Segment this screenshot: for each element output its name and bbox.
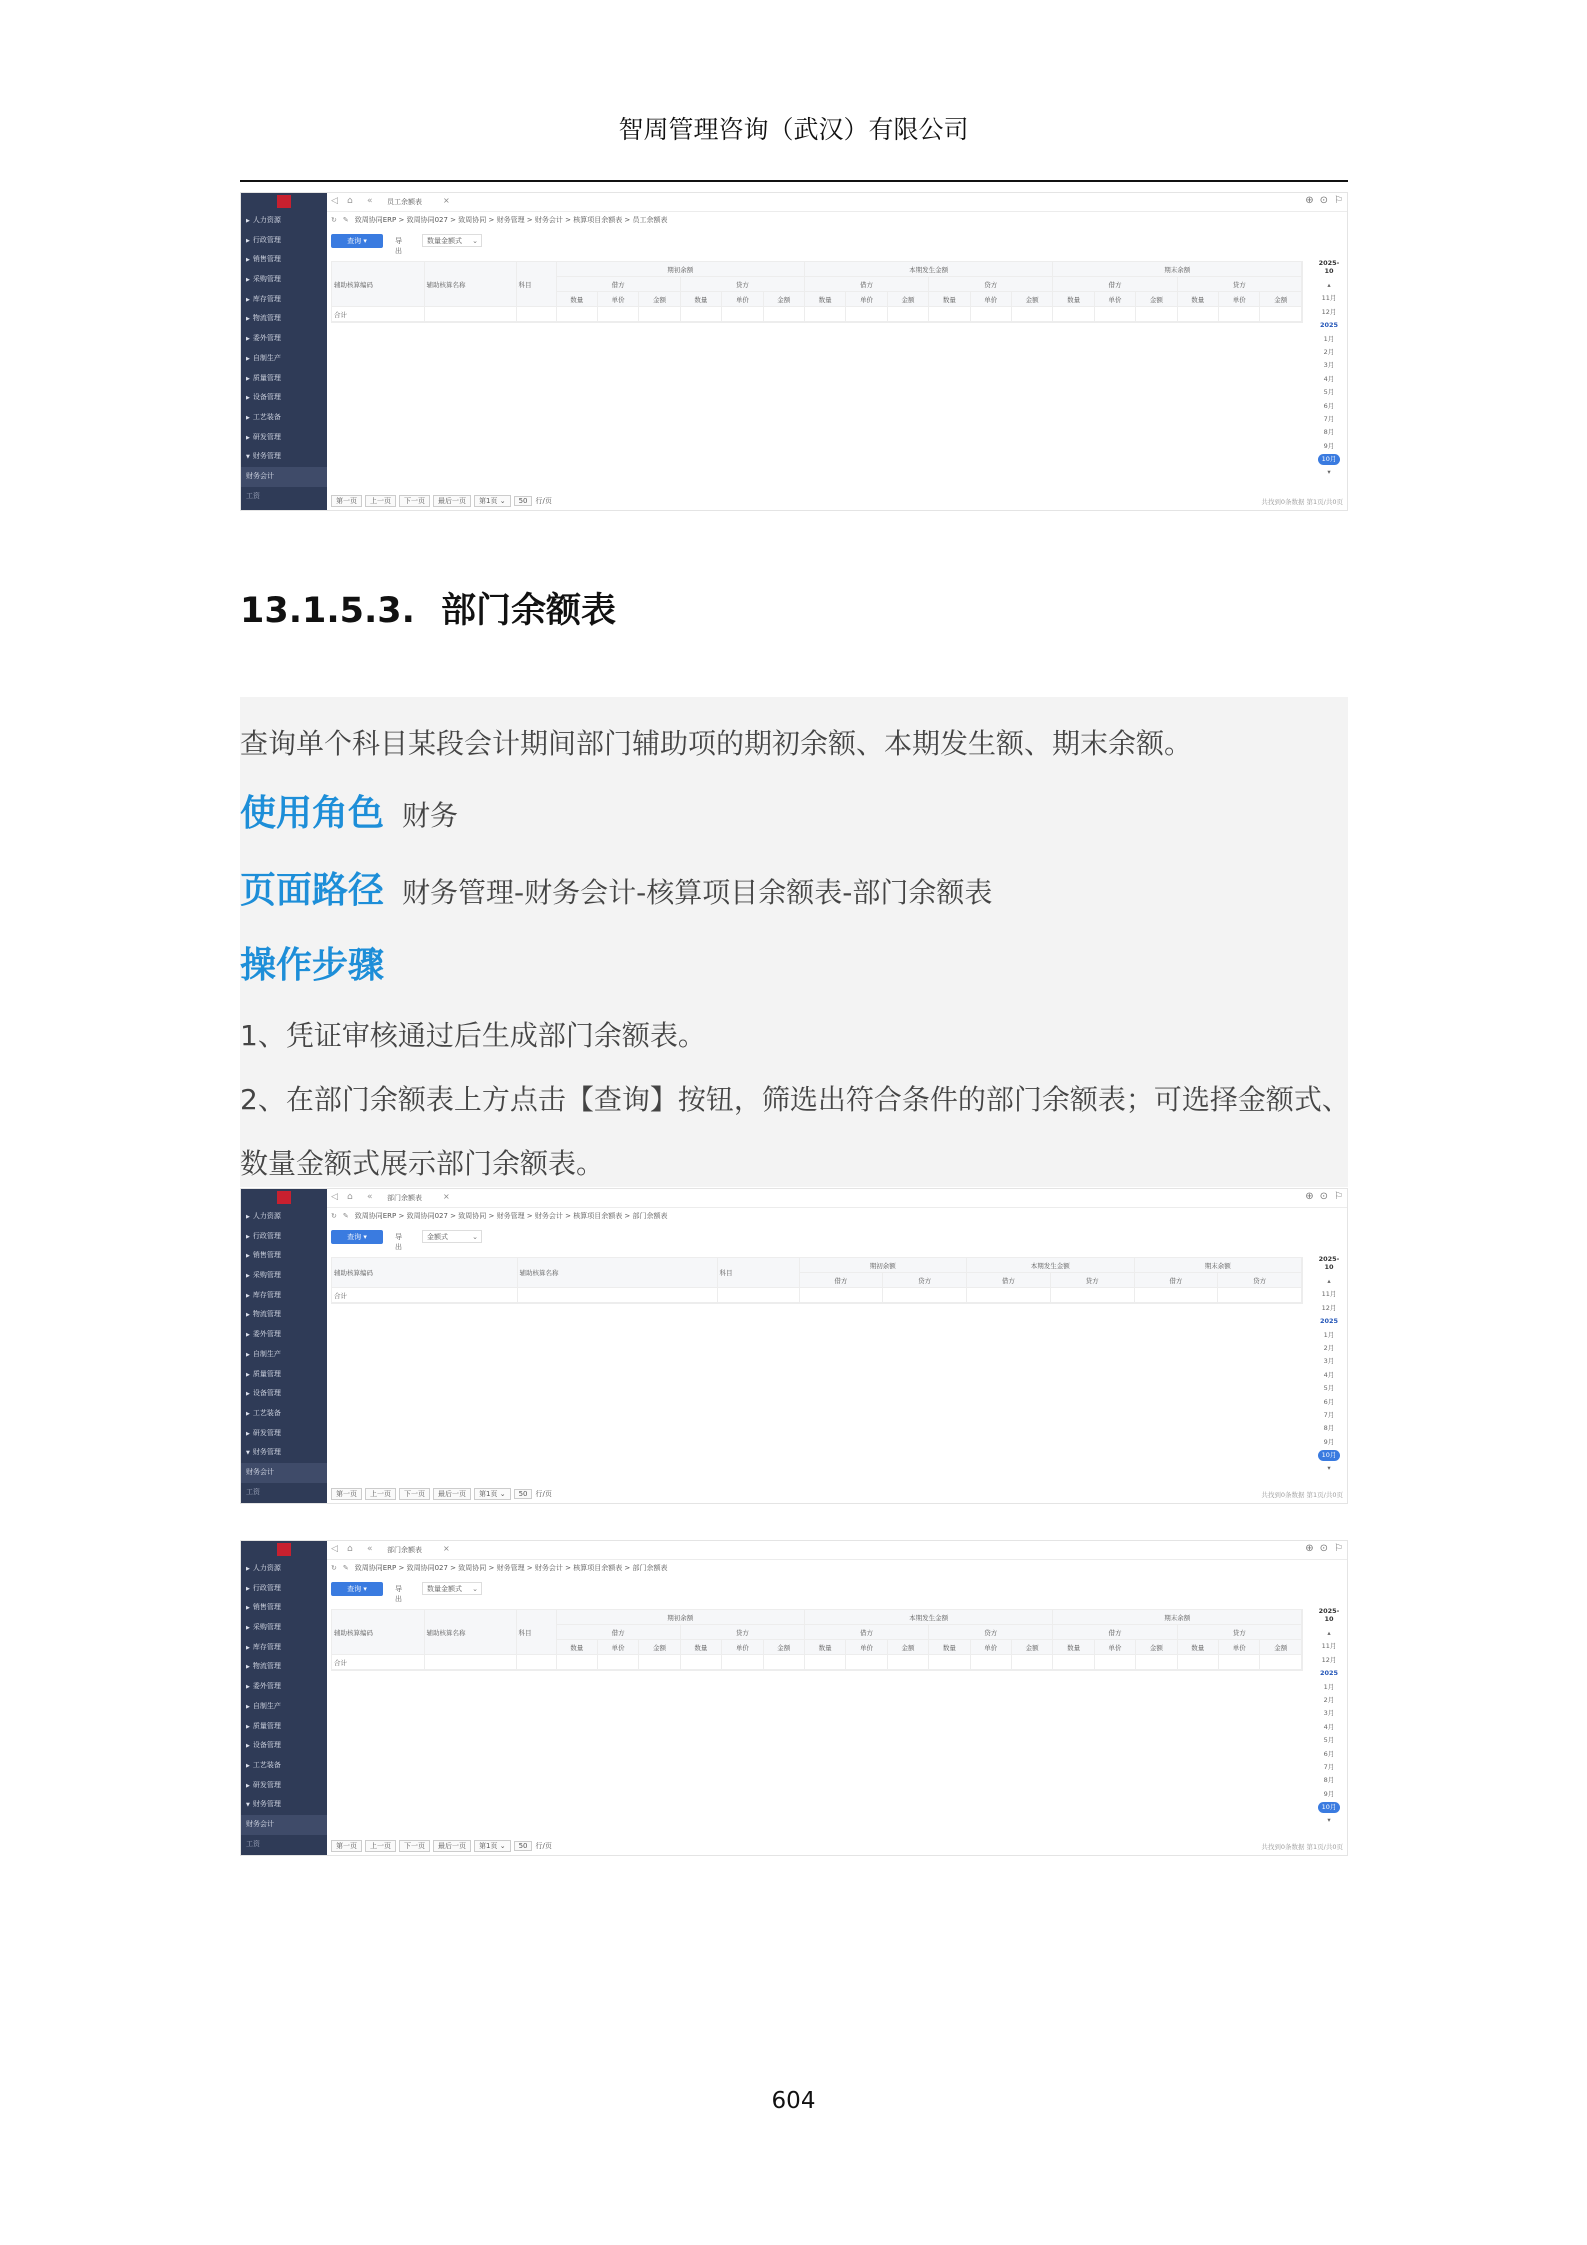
- qty-header: 数量: [1053, 1640, 1094, 1655]
- period-month[interactable]: 11月: [1321, 294, 1337, 303]
- pager-info: 共找到0条数据 第1页/共0页: [1261, 1843, 1343, 1851]
- sidebar-subitem-active[interactable]: 财务会计: [241, 1463, 327, 1483]
- credit-header: 贷方: [1177, 1625, 1301, 1640]
- per-page-label: 行/页: [535, 497, 552, 505]
- group-header: 期初余额: [556, 262, 804, 277]
- path-heading: 页面路径 财务管理-财务会计-核算项目余额表-部门余额表: [240, 870, 993, 911]
- pager: [331, 1488, 552, 1500]
- price-header: 单价: [597, 1640, 638, 1655]
- tab-active[interactable]: 员工余额表: [387, 198, 422, 206]
- step-2-line-1: 2、在部门余额表上方点击【查询】按钮，筛选出符合条件的部门余额表；可选择金额式、: [240, 1083, 1350, 1116]
- breadcrumb: ↻ ✎ 致周协同ERP > 致周协同027 > 致周协同 > 财务管理 > 财务会计 > 核算项目余额表 > 部门余额表: [331, 1212, 668, 1220]
- period-month[interactable]: 4月: [1323, 1370, 1335, 1379]
- debit-header: 借方: [804, 277, 928, 292]
- sidebar-item[interactable]: ▶ 工艺装备: [246, 1760, 281, 1769]
- period-month[interactable]: 2月: [1323, 1695, 1335, 1704]
- period-month[interactable]: 2月: [1323, 1343, 1335, 1352]
- logo: [277, 1191, 291, 1204]
- debit-header: 借方: [799, 1273, 883, 1288]
- user-icon[interactable]: ⚐: [1334, 1191, 1343, 1202]
- qty-header: 数量: [556, 292, 597, 307]
- sidebar-item[interactable]: ▶ 工艺装备: [246, 412, 281, 421]
- qty-header: 数量: [929, 1640, 970, 1655]
- sidebar: [241, 1189, 327, 1503]
- amount-header: 金额: [1260, 292, 1302, 307]
- sidebar-item[interactable]: ▶ 行政管理: [246, 235, 281, 244]
- period-month-selected[interactable]: 10月: [1318, 1802, 1341, 1813]
- prev-page-button[interactable]: 上一页: [365, 1488, 396, 1500]
- period-month[interactable]: 7月: [1323, 1410, 1335, 1419]
- first-page-button[interactable]: 第一页: [331, 495, 362, 507]
- page-size-input[interactable]: 50: [514, 496, 533, 506]
- sidebar-item[interactable]: ▶ 销售管理: [246, 255, 281, 264]
- period-month[interactable]: 1月: [1323, 334, 1335, 343]
- balance-table: [331, 1609, 1303, 1671]
- sidebar-item[interactable]: ▶ 人力资源: [246, 1212, 281, 1220]
- close-tab-icon[interactable]: ×: [443, 1192, 450, 1201]
- period-month[interactable]: 4月: [1323, 374, 1335, 383]
- settings-icon[interactable]: ⊙: [1319, 1543, 1329, 1554]
- period-up-icon[interactable]: ▴: [1327, 1629, 1331, 1637]
- home-icon[interactable]: ⌂: [347, 1544, 353, 1554]
- pin-icon[interactable]: ✎: [342, 1212, 349, 1220]
- collapse-icon[interactable]: «: [367, 196, 373, 206]
- debit-header: 借方: [967, 1273, 1051, 1288]
- globe-icon[interactable]: ⊕: [1305, 1543, 1314, 1554]
- period-month-selected[interactable]: 10月: [1318, 1450, 1341, 1461]
- sidebar-subitem-active[interactable]: 财务会计: [241, 1815, 327, 1835]
- period-month[interactable]: 8月: [1323, 1424, 1335, 1433]
- period-month[interactable]: 12月: [1321, 1655, 1337, 1664]
- price-header: 单价: [1219, 292, 1260, 307]
- period-month[interactable]: 3月: [1323, 1357, 1335, 1366]
- period-month[interactable]: 5月: [1323, 1384, 1335, 1393]
- period-year: 2025: [1319, 1317, 1339, 1326]
- back-icon[interactable]: ◁: [331, 1192, 338, 1202]
- credit-header: 贷方: [929, 1625, 1053, 1640]
- period-picker: [1315, 1607, 1343, 1828]
- total-row: 合计: [332, 1655, 1302, 1670]
- next-page-button[interactable]: 下一页: [399, 495, 430, 507]
- sidebar-item[interactable]: ▶ 研发管理: [246, 432, 281, 441]
- header-rule: [240, 180, 1348, 182]
- period-month[interactable]: 9月: [1323, 1789, 1335, 1798]
- sidebar-item[interactable]: ▶ 物流管理: [246, 1310, 281, 1319]
- qty-header: 数量: [680, 1640, 721, 1655]
- globe-icon[interactable]: ⊕: [1305, 1191, 1314, 1202]
- sidebar-item[interactable]: ▶ 设备管理: [246, 393, 281, 402]
- debit-header: 借方: [556, 1625, 680, 1640]
- period-month[interactable]: 3月: [1323, 1709, 1335, 1718]
- amount-header: 金额: [887, 1640, 928, 1655]
- qty-header: 数量: [1177, 1640, 1218, 1655]
- period-month[interactable]: 4月: [1323, 1722, 1335, 1731]
- last-page-button[interactable]: 最后一页: [433, 1840, 471, 1852]
- price-header: 单价: [722, 292, 763, 307]
- period-month[interactable]: 6月: [1323, 1749, 1335, 1758]
- export-button[interactable]: 导出: [395, 237, 402, 255]
- next-page-button[interactable]: 下一页: [399, 1488, 430, 1500]
- globe-icon[interactable]: ⊕: [1305, 195, 1314, 206]
- sidebar-subitem[interactable]: 工资: [246, 1487, 260, 1496]
- sidebar: [241, 1541, 327, 1855]
- last-page-button[interactable]: 最后一页: [433, 1488, 471, 1500]
- period-year: 2025: [1319, 321, 1339, 330]
- per-page-label: 行/页: [535, 1490, 552, 1498]
- back-icon[interactable]: ◁: [331, 196, 338, 206]
- main-area: [327, 193, 1347, 510]
- period-up-icon[interactable]: ▴: [1327, 1277, 1331, 1285]
- logo: [277, 195, 291, 208]
- group-header: 本期发生金额: [804, 262, 1052, 277]
- col-header: 辅助核算编码: [332, 1258, 517, 1288]
- tab-bar: [327, 1189, 1347, 1208]
- sidebar-item[interactable]: ▶ 委外管理: [246, 334, 281, 343]
- price-header: 单价: [846, 292, 887, 307]
- price-header: 单价: [1094, 292, 1135, 307]
- credit-header: 贷方: [1050, 1273, 1134, 1288]
- sidebar-item[interactable]: ▶ 设备管理: [246, 1741, 281, 1750]
- first-page-button[interactable]: 第一页: [331, 1488, 362, 1500]
- amount-header: 金额: [1136, 1640, 1177, 1655]
- balance-table: [331, 261, 1303, 323]
- screenshot-dept-balance-qty: [240, 1540, 1348, 1856]
- mode-select[interactable]: 数量金额式 ⌄: [422, 234, 482, 247]
- price-header: 单价: [1219, 1640, 1260, 1655]
- amount-header: 金额: [639, 1640, 680, 1655]
- sidebar-item[interactable]: ▶ 质量管理: [246, 1721, 281, 1730]
- sidebar-item[interactable]: ▶ 采购管理: [246, 275, 281, 284]
- sidebar-item[interactable]: ▶ 质量管理: [246, 373, 281, 382]
- sidebar-item[interactable]: ▶ 物流管理: [246, 314, 281, 323]
- qty-header: 数量: [556, 1640, 597, 1655]
- balance-table: [331, 1257, 1303, 1304]
- sidebar-item[interactable]: ▶ 库存管理: [246, 1290, 281, 1299]
- group-header: 期末余额: [1053, 262, 1302, 277]
- period-year: 2025: [1319, 1669, 1339, 1678]
- period-up-icon[interactable]: ▴: [1327, 281, 1331, 289]
- period-month[interactable]: 3月: [1323, 361, 1335, 370]
- back-icon[interactable]: ◁: [331, 1544, 338, 1554]
- total-row: 合计: [332, 1288, 1302, 1303]
- price-header: 单价: [1094, 1640, 1135, 1655]
- qty-header: 数量: [929, 292, 970, 307]
- col-header: 辅助核算编码: [332, 262, 424, 307]
- pager: [331, 1840, 552, 1852]
- amount-header: 金额: [1136, 292, 1177, 307]
- tab-bar: [327, 1541, 1347, 1560]
- breadcrumb: ↻ ✎ 致周协同ERP > 致周协同027 > 致周协同 > 财务管理 > 财务会计 > 核算项目余额表 > 员工余额表: [331, 216, 668, 224]
- group-header: 本期发生金额: [804, 1610, 1052, 1625]
- period-current: 2025-10: [1318, 1255, 1340, 1271]
- section-heading: 13.1.5.3. 部门余额表: [240, 591, 616, 631]
- col-header: 辅助核算名称: [424, 262, 516, 307]
- sidebar-item[interactable]: ▶ 库存管理: [246, 1642, 281, 1651]
- per-page-label: 行/页: [535, 1842, 552, 1850]
- total-row: 合计: [332, 307, 1302, 322]
- amount-header: 金额: [1011, 292, 1052, 307]
- pager: [331, 495, 552, 507]
- sidebar-item[interactable]: ▶ 质量管理: [246, 1369, 281, 1378]
- credit-header: 贷方: [929, 277, 1053, 292]
- col-header: 辅助核算编码: [332, 1610, 424, 1655]
- sidebar-item[interactable]: ▶ 设备管理: [246, 1389, 281, 1398]
- sidebar-item[interactable]: ▶ 研发管理: [246, 1428, 281, 1437]
- page-size-input[interactable]: 50: [514, 1489, 533, 1499]
- group-header: 期末余额: [1053, 1610, 1302, 1625]
- group-header: 期末余额: [1134, 1258, 1302, 1273]
- period-current: 2025-10: [1318, 259, 1340, 275]
- col-header: 辅助核算名称: [517, 1258, 717, 1288]
- sidebar-item[interactable]: ▼ 财务管理: [246, 1448, 281, 1457]
- export-button[interactable]: 导出: [395, 1233, 402, 1251]
- sidebar-item[interactable]: ▶ 人力资源: [246, 216, 281, 224]
- group-header: 期初余额: [799, 1258, 967, 1273]
- last-page-button[interactable]: 最后一页: [433, 495, 471, 507]
- mode-select[interactable]: 金额式 ⌄: [422, 1230, 482, 1243]
- query-button[interactable]: 查询 ▾: [331, 1582, 383, 1596]
- sidebar-subitem[interactable]: 工资: [246, 1839, 260, 1848]
- period-month[interactable]: 11月: [1321, 1290, 1337, 1299]
- intro-paragraph: 查询单个科目某段会计期间部门辅助项的期初余额、本期发生额、期末余额。: [240, 727, 1193, 760]
- qty-header: 数量: [680, 292, 721, 307]
- sidebar-item[interactable]: ▶ 行政管理: [246, 1583, 281, 1592]
- main-area: [327, 1541, 1347, 1855]
- price-header: 单价: [970, 1640, 1011, 1655]
- prev-page-button[interactable]: 上一页: [365, 1840, 396, 1852]
- breadcrumb: ↻ ✎ 致周协同ERP > 致周协同027 > 致周协同 > 财务管理 > 财务会计 > 核算项目余额表 > 部门余额表: [331, 1564, 668, 1572]
- pager-info: 共找到0条数据 第1页/共0页: [1261, 498, 1343, 506]
- tab-active[interactable]: 部门余额表: [387, 1546, 422, 1554]
- sidebar-item[interactable]: ▼ 财务管理: [246, 1800, 281, 1809]
- tab-bar: [327, 193, 1347, 212]
- period-month[interactable]: 8月: [1323, 1776, 1335, 1785]
- sidebar-item[interactable]: ▶ 自制生产: [246, 1701, 281, 1710]
- qty-header: 数量: [1177, 292, 1218, 307]
- qty-header: 数量: [804, 292, 845, 307]
- period-month[interactable]: 12月: [1321, 307, 1337, 316]
- sidebar-item[interactable]: ▶ 销售管理: [246, 1251, 281, 1260]
- sidebar-item[interactable]: ▶ 库存管理: [246, 294, 281, 303]
- period-month[interactable]: 9月: [1323, 441, 1335, 450]
- period-current: 2025-10: [1318, 1607, 1340, 1623]
- sidebar-subitem[interactable]: 工资: [246, 491, 260, 500]
- screenshot-dept-balance-amount: [240, 1188, 1348, 1504]
- role-heading: 使用角色 财务: [240, 793, 459, 834]
- credit-header: 贷方: [883, 1273, 967, 1288]
- sidebar-item[interactable]: ▶ 工艺装备: [246, 1408, 281, 1417]
- company-header: 智周管理咨询（武汉）有限公司: [618, 115, 969, 144]
- pin-icon[interactable]: ✎: [342, 1564, 349, 1572]
- period-month-selected[interactable]: 10月: [1318, 454, 1341, 465]
- collapse-icon[interactable]: «: [367, 1192, 373, 1202]
- amount-header: 金额: [887, 292, 928, 307]
- price-header: 单价: [722, 1640, 763, 1655]
- prev-page-button[interactable]: 上一页: [365, 495, 396, 507]
- sidebar-item[interactable]: ▶ 委外管理: [246, 1682, 281, 1691]
- sidebar-item[interactable]: ▶ 研发管理: [246, 1780, 281, 1789]
- page-select[interactable]: 第1页 ⌄: [474, 1488, 511, 1500]
- col-header: 辅助核算名称: [424, 1610, 516, 1655]
- step-1: 1、凭证审核通过后生成部门余额表。: [240, 1019, 706, 1052]
- settings-icon[interactable]: ⊙: [1319, 1191, 1329, 1202]
- period-month[interactable]: 5月: [1323, 388, 1335, 397]
- collapse-icon[interactable]: «: [367, 1544, 373, 1554]
- period-picker: [1315, 259, 1343, 480]
- refresh-icon[interactable]: ↻: [331, 1212, 337, 1220]
- debit-header: 借方: [1053, 1625, 1177, 1640]
- col-header: 科目: [717, 1258, 799, 1288]
- sidebar-item[interactable]: ▶ 自制生产: [246, 1349, 281, 1358]
- period-month[interactable]: 8月: [1323, 428, 1335, 437]
- period-month[interactable]: 12月: [1321, 1303, 1337, 1312]
- tab-active[interactable]: 部门余额表: [387, 1194, 422, 1202]
- path-value: 财务管理-财务会计-核算项目余额表-部门余额表: [402, 876, 993, 909]
- sidebar-item[interactable]: ▶ 采购管理: [246, 1271, 281, 1280]
- debit-header: 借方: [804, 1625, 928, 1640]
- pin-icon[interactable]: ✎: [342, 216, 349, 224]
- sidebar-list: [241, 1207, 327, 1502]
- period-month[interactable]: 11月: [1321, 1642, 1337, 1651]
- steps-heading: 操作步骤: [240, 945, 385, 986]
- period-month[interactable]: 6月: [1323, 1397, 1335, 1406]
- period-month[interactable]: 6月: [1323, 401, 1335, 410]
- col-header: 科目: [516, 262, 556, 307]
- group-header: 本期发生金额: [967, 1258, 1135, 1273]
- credit-header: 贷方: [1218, 1273, 1302, 1288]
- sidebar-item[interactable]: ▶ 委外管理: [246, 1330, 281, 1339]
- step-2-line-2: 数量金额式展示部门余额表。: [240, 1147, 605, 1180]
- home-icon[interactable]: ⌂: [347, 196, 353, 206]
- credit-header: 贷方: [680, 1625, 804, 1640]
- page-select[interactable]: 第1页 ⌄: [474, 1840, 511, 1852]
- sidebar-item[interactable]: ▶ 行政管理: [246, 1231, 281, 1240]
- sidebar-item[interactable]: ▶ 销售管理: [246, 1603, 281, 1612]
- period-picker: [1315, 1255, 1343, 1476]
- pager-info: 共找到0条数据 第1页/共0页: [1261, 1491, 1343, 1499]
- period-month[interactable]: 5月: [1323, 1736, 1335, 1745]
- period-month[interactable]: 2月: [1323, 347, 1335, 356]
- credit-header: 贷方: [680, 277, 804, 292]
- close-tab-icon[interactable]: ×: [443, 1544, 450, 1553]
- qty-header: 数量: [1053, 292, 1094, 307]
- sidebar-item[interactable]: ▶ 物流管理: [246, 1662, 281, 1671]
- sidebar-list: [241, 211, 327, 506]
- first-page-button[interactable]: 第一页: [331, 1840, 362, 1852]
- period-month[interactable]: 1月: [1323, 1682, 1335, 1691]
- price-header: 单价: [597, 292, 638, 307]
- sidebar-item[interactable]: ▶ 采购管理: [246, 1623, 281, 1632]
- next-page-button[interactable]: 下一页: [399, 1840, 430, 1852]
- mode-select[interactable]: 数量金额式 ⌄: [422, 1582, 482, 1595]
- qty-header: 数量: [804, 1640, 845, 1655]
- group-header: 期初余额: [556, 1610, 804, 1625]
- period-down-icon[interactable]: ▾: [1327, 468, 1331, 477]
- query-button[interactable]: 查询 ▾: [331, 1230, 383, 1244]
- export-button[interactable]: 导出: [395, 1585, 402, 1603]
- period-down-icon[interactable]: ▾: [1327, 1816, 1331, 1825]
- settings-icon[interactable]: ⊙: [1319, 195, 1329, 206]
- period-month[interactable]: 1月: [1323, 1330, 1335, 1339]
- home-icon[interactable]: ⌂: [347, 1192, 353, 1202]
- sidebar-item[interactable]: ▶ 人力资源: [246, 1564, 281, 1572]
- sidebar-list: [241, 1559, 327, 1854]
- price-header: 单价: [846, 1640, 887, 1655]
- credit-header: 贷方: [1177, 277, 1301, 292]
- period-month[interactable]: 9月: [1323, 1437, 1335, 1446]
- amount-header: 金额: [763, 1640, 804, 1655]
- query-button[interactable]: 查询 ▾: [331, 234, 383, 248]
- col-header: 科目: [516, 1610, 556, 1655]
- amount-header: 金额: [639, 292, 680, 307]
- user-icon[interactable]: ⚐: [1334, 195, 1343, 206]
- main-area: [327, 1189, 1347, 1503]
- sidebar-item[interactable]: ▶ 自制生产: [246, 353, 281, 362]
- sidebar-item[interactable]: ▼ 财务管理: [246, 452, 281, 461]
- screenshot-employee-balance: [240, 192, 1348, 511]
- sidebar-subitem-active[interactable]: 财务会计: [241, 467, 327, 487]
- page-number: 604: [771, 2088, 816, 2114]
- close-tab-icon[interactable]: ×: [443, 196, 450, 205]
- debit-header: 借方: [1134, 1273, 1218, 1288]
- refresh-icon[interactable]: ↻: [331, 216, 337, 224]
- page-size-input[interactable]: 50: [514, 1841, 533, 1851]
- page-select[interactable]: 第1页 ⌄: [474, 495, 511, 507]
- period-month[interactable]: 7月: [1323, 414, 1335, 423]
- period-month[interactable]: 7月: [1323, 1762, 1335, 1771]
- debit-header: 借方: [556, 277, 680, 292]
- price-header: 单价: [970, 292, 1011, 307]
- role-value: 财务: [402, 799, 459, 832]
- amount-header: 金额: [1011, 1640, 1052, 1655]
- period-down-icon[interactable]: ▾: [1327, 1464, 1331, 1473]
- amount-header: 金额: [1260, 1640, 1302, 1655]
- sidebar: [241, 193, 327, 510]
- user-icon[interactable]: ⚐: [1334, 1543, 1343, 1554]
- amount-header: 金额: [763, 292, 804, 307]
- logo: [277, 1543, 291, 1556]
- debit-header: 借方: [1053, 277, 1177, 292]
- refresh-icon[interactable]: ↻: [331, 1564, 337, 1572]
